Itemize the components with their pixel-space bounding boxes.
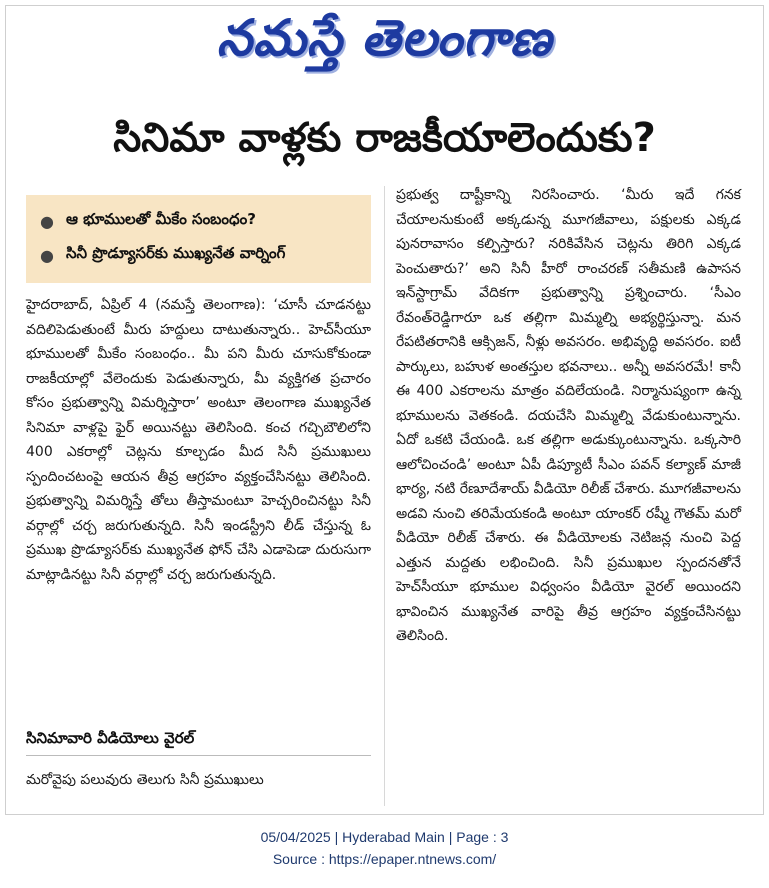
article-column-left-continued xyxy=(26,768,371,793)
column-divider xyxy=(384,186,385,806)
newspaper-clipping xyxy=(5,5,764,815)
bullet-icon: ● xyxy=(40,211,54,231)
headline-text: సినిమా వాళ్లకు రాజకీయాలెందుకు? xyxy=(113,115,656,161)
article-column-left xyxy=(26,293,371,587)
bullet-icon: ● xyxy=(40,245,54,265)
article-paragraph: ప్రభుత్వ దాష్టీకాన్ని నిరసించారు. ‘మీరు ఇదే గనక చేయాలనుకుంటే అక్కడున్న మూగజీవాలు, పక్షులకు ఎక్కడ పునరావాసం కల్పిస్తారు? నరికివేసిన చెట్లను తిరిగి ఎక్కడ పెంచుతారు?’ అని సినీ హీరో రాంచరణ్ సతీమణి ఉపాసన ఇన్‌స్టాగ్రామ్ వేదికగా ప్రభుత్వాన్ని ప్రశ్నించారు. ‘సీఎం రేవంత్‌రెడ్డిగారూ ఒక తల్లిగా మిమ్మల్ని అభ్యర్థిస్తున్నా. మన రేపటితరానికి ఆక్సిజన్, నీళ్లు అవసరం. అభివృద్ధి అవసరం. ఐటీ పార్కులు, బహుళ అంతస్తుల భవనాలు.. అన్నీ అవసరమే! కానీ ఈ 400 ఎకరాలను మాత్రం వదిలేయండి. నిర్మానుష్యంగా ఉన్న భూములను వెతకండి. దయచేసి మిమ్మల్ని వేడుకుంటున్నాను. ఏదో ఒకటి చేయండి. ఒక తల్లిగా అడుక్కుంటున్నాను. ఒక్కసారి ఆలోచించండి’ అంటూ ఏపీ డిప్యూటీ సీఎం పవన్ కల్యాణ్ మాజీ భార్య, నటి రేణూదేశాయ్ వీడియో రిలీజ్ చేశారు. మూగజీవాలను అడవి నుంచి తరిమేయకండి అంటూ యాంకర్ రష్మీ గౌతమ్ మరో వీడియో రిలీజ్ చేశారు. ఈ వీడియోలకు నెటిజన్ల నుంచి పెద్ద ఎత్తున మద్దతు లభించింది. సినీ ప్రముఖుల స్పందనతోనే హెచ్‌సీయూ భూముల విధ్వంసం వీడియో వైరల్ అయిందని భావించిన ముఖ్యనేత వారిపై తీవ్ర ఆగ్రహం వ్యక్తంచేసినట్టు తెలిసింది. xyxy=(396,187,741,644)
headline xyxy=(14,106,755,180)
deck-item xyxy=(40,240,285,270)
deck-text: సినీ ప్రొడ్యూసర్‌కు ముఖ్యనేత వార్నింగ్ xyxy=(65,244,286,262)
masthead-logo: నమస్తే తెలంగాణ xyxy=(216,8,553,67)
footer-source: Source : https://epaper.ntnews.com/ xyxy=(272,851,497,867)
deck-box xyxy=(26,195,371,283)
article-paragraph: హైదరాబాద్, ఏప్రిల్ 4 (నమస్తే తెలంగాణ): ‘చూసీ చూడనట్టు వదిలిపెడుతుంటే మీరు హద్దులు దాటుతున్నారు.. హెచ్‌సీయూ భూములతో మీకేం సంబంధం.. మీ పని మీరు చూసుకోకుండా రాజకీయాల్లో వేలెందుకు పెడుతున్నారు, మీ వ్యక్తిగత ప్రచారం కోసం ప్రభుత్వాన్ని విమర్శిస్తారా’ అంటూ తెలంగాణ ముఖ్యనేత సినిమా వాళ్లపై ఫైర్ అయినట్టు తెలిసింది. కంచ గచ్చిబౌలిలోని 400 ఎకరాల్లో చెట్లను కూల్చడం మీద సినీ ప్రముఖులు స్పందించటంపై ఆయన తీవ్ర ఆగ్రహం వ్యక్తంచేసినట్టు తెలిసింది. ప్రభుత్వాన్ని విమర్శిస్తే తోలు తీస్తామంటూ హెచ్చరించినట్టు సినీ వర్గాల్లో చర్చ జరుగుతున్నది. సినీ ఇండస్ట్రీని లీడ్ చేస్తున్న ఓ ప్రముఖ ప్రొడ్యూసర్‌కు ముఖ్యనేత ఫోన్ చేసి ఎడాపెడా దురుసుగా మాట్లాడినట్టు సినీ వర్గాల్లో చర్చ జరుగుతున్నది. xyxy=(26,297,371,583)
footer-date-edition: 05/04/2025 | Hyderabad Main | Page : 3 xyxy=(260,829,509,845)
article-paragraph: మరోవైపు పలువురు తెలుగు సినీ ప్రముఖులు xyxy=(26,772,264,788)
deck-text: ఆ భూములతో మీకేం సంబంధం? xyxy=(65,210,256,228)
deck-item xyxy=(40,206,256,236)
masthead xyxy=(6,6,763,82)
subheading: సినిమావారి వీడియోలు వైరల్ xyxy=(26,729,371,756)
article-column-right xyxy=(396,183,741,649)
